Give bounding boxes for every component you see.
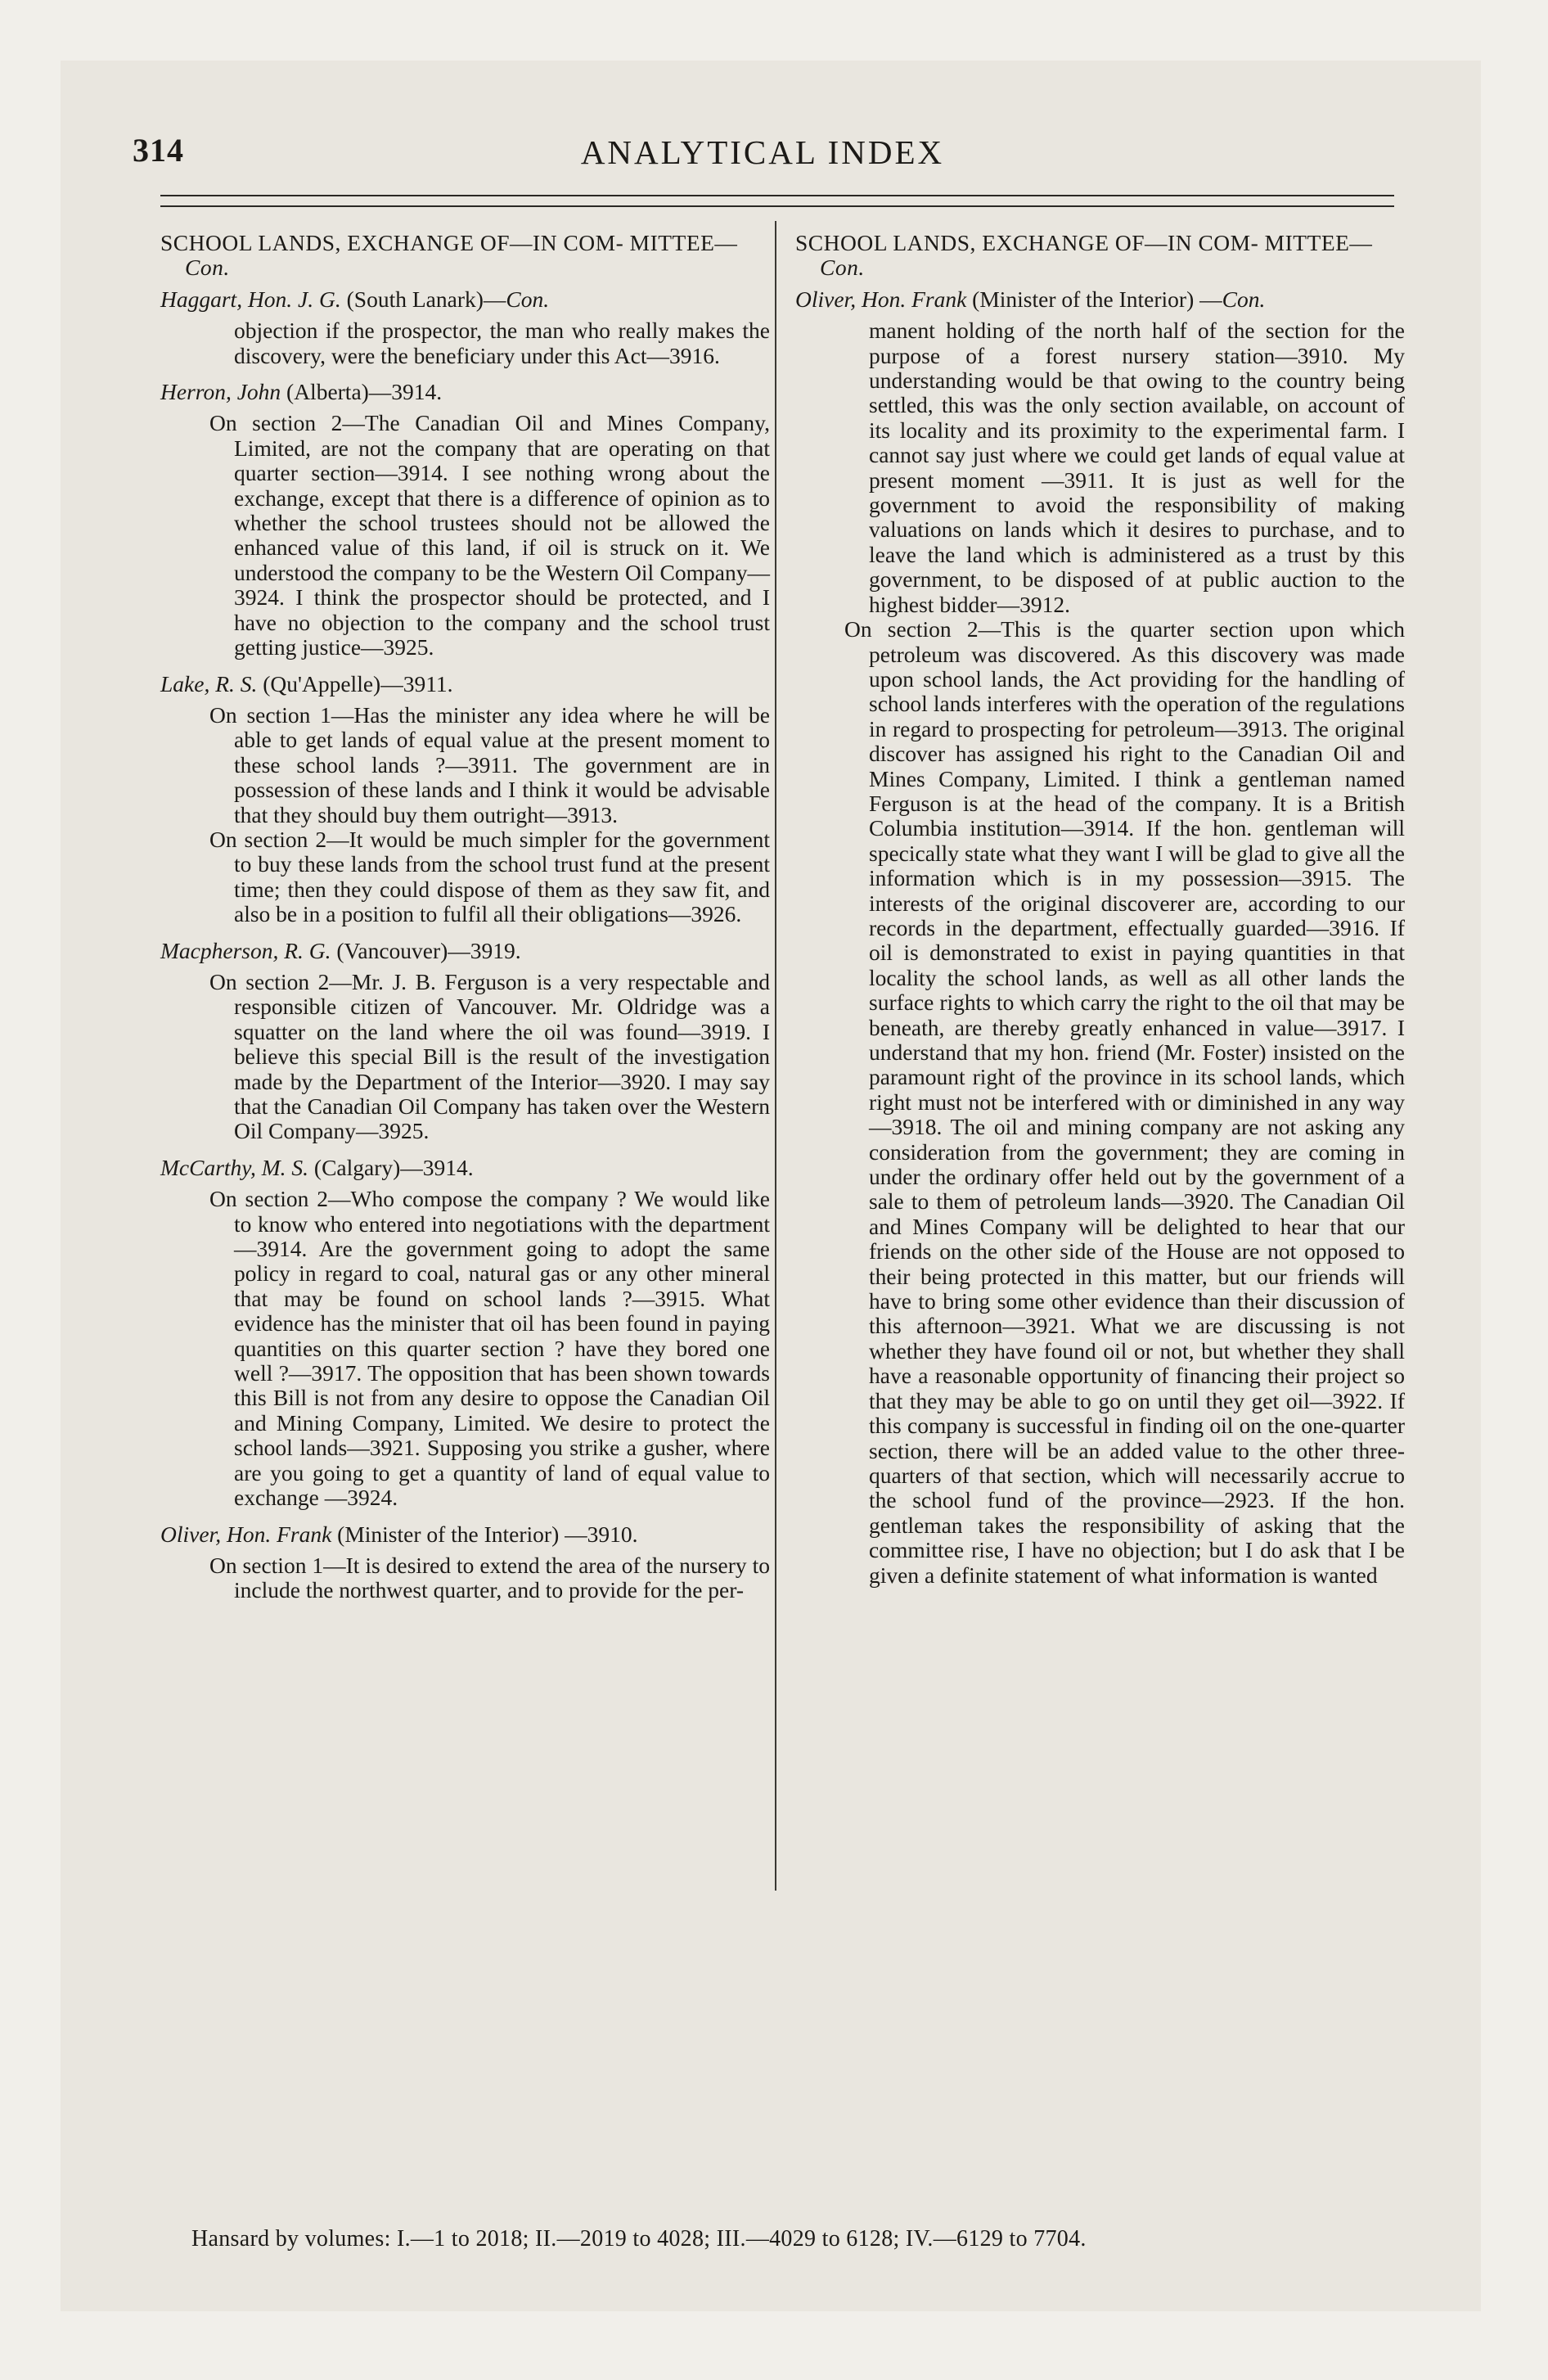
speaker-line <box>160 1156 770 1180</box>
section-heading-text: SCHOOL LANDS, EXCHANGE OF—IN COM- MITTEE— <box>160 230 738 255</box>
speaker-name: Lake, R. S. <box>160 670 258 696</box>
remark-paragraph: On section 1—Has the minister any idea where he will be able to get lands of equal value at the present moment to these school lands ?—3911. The government are in possession of these lands and I think it would be advisable that they should buy them outright—3913. <box>209 701 770 827</box>
left-column <box>160 231 770 1603</box>
index-entry <box>160 939 770 1144</box>
header-rule-bottom <box>160 205 1394 207</box>
page-title: ANALYTICAL INDEX <box>580 133 945 171</box>
index-entry <box>160 287 770 368</box>
index-entry <box>795 287 1405 1588</box>
speaker-con: Con. <box>506 286 550 312</box>
index-entry <box>160 1156 770 1511</box>
remark-paragraph: On section 2—Who compose the company ? We would like to know who entered into negotiations with the department—3914. Are the government going to adopt the same policy in regard to coal, natural gas or any other mineral that may be found on school lands ?—3915. What evidence has the minister that oil has been found in paying quantities on this quarter section ? have they bored one well ?—3917. The opposition that has been shown towards this Bill is not from any desire to oppose the Canadian Oil and Mining Company, Limited. We desire to protect the school lands—3921. Supposing you strike a gusher, where are you going to get a quantity of land of equal value to exchange —3924. <box>209 1186 770 1511</box>
speaker-name: Oliver, Hon. Frank <box>795 286 967 312</box>
speaker-riding: (Minister of the Interior) —3910. <box>331 1521 638 1547</box>
speaker-line <box>160 380 770 404</box>
index-entry <box>160 672 770 927</box>
speaker-line <box>160 1522 770 1547</box>
remark-paragraph: On section 2—Mr. J. B. Ferguson is a very respectable and responsible citizen of Vancouver. Mr. Oldridge was a squatter on the land where the oil was found—3919. I believe this special Bill is the result of the investigation made by the Department of the Interior—3920. I may say that the Canadian Oil Company has taken over the Western Oil Company—3925. <box>209 968 770 1144</box>
speaker-name: McCarthy, M. S. <box>160 1154 309 1180</box>
column-divider <box>775 221 776 1891</box>
speaker-line <box>795 287 1405 312</box>
section-heading-text: SCHOOL LANDS, EXCHANGE OF—IN COM- MITTEE— <box>795 230 1373 255</box>
speaker-riding: (South Lanark)— <box>340 286 506 312</box>
speaker-riding: (Minister of the Interior) — <box>966 286 1222 312</box>
speaker-line <box>160 672 770 696</box>
section-heading-con: Con. <box>820 255 865 281</box>
remark-paragraph: objection if the prospector, the man who really makes the discovery, were the beneficiary under this Act—3916. <box>234 318 770 368</box>
speaker-line <box>160 939 770 963</box>
section-heading <box>795 231 1405 281</box>
remark-paragraph: On section 1—It is desired to extend the area of the nursery to include the northwest quarter, and to provide for the per- <box>209 1552 770 1603</box>
remark-paragraph: On section 2—This is the quarter section upon which petroleum was discovered. As this discovery was made upon school lands, the Act providing for the handling of school lands interferes with the operation of the regulations in regard to prospecting for petroleum—3913. The original discover has assigned his right to the Canadian Oil and Mines Company, Limited. I think a gentleman named Ferguson is at the head of the company. It is a British Columbia institution—3914. If the hon. gentleman will specically state what they want I will be glad to give all the information which is in my possession—3915. The interests of the original discoverer are, according to our records in the department, effectually guarded—3916. If oil is demonstrated to exist in paying quantities in that locality the school lands, as well as all other lands the surface rights to which carry the right to the oil that may be beneath, are thereby greatly enhanced in value—3917. I understand that my hon. friend (Mr. Foster) insisted on the paramount right of the province in its school lands, which right must not be interfered with or diminished in any way—3918. The oil and mining company are not asking any consideration from the government; they are coming in under the ordinary offer held out by the government of a sale to them of petroleum lands—3920. The Canadian Oil and Mines Company will be delighted to hear that our friends on the other side of the House are not opposed to their being protected in this matter, but our friends will have to bring some other evidence than their discussion of this afternoon—3921. What we are discussing is not whether they have found oil or not, but whether they shall have a reasonable opportunity of financing their project so that they may be able to go on until they get oil—3922. If this company is successful in finding oil on the one-quarter section, there will be an added value to the other three-quarters of that section, which will necessarily accrue to the school fund of the province—2923. If the hon. gentleman takes the responsibility of asking that the committee rise, I have no objection; but I do ask that I be given a definite statement of what information is wanted <box>844 616 1405 1588</box>
remark-paragraph: On section 2—The Canadian Oil and Mines Company, Limited, are not the company that are operating on that quarter section—3914. I see nothing wrong about the exchange, except that there is a difference of opinion as to whether the school trustees should not be allowed the enhanced value of this land, if oil is struck on it. We understood the company to be the Western Oil Company—3924. I think the prospector should be protected, and I have no objection to the company and the school trust getting justice—3925. <box>209 410 770 660</box>
volume-footer: Hansard by volumes: I.—1 to 2018; II.—2019 to 4028; III.—4029 to 6128; IV.—6129 to 7704. <box>191 2226 1087 2252</box>
right-column <box>795 231 1405 1588</box>
speaker-name: Oliver, Hon. Frank <box>160 1521 332 1547</box>
remark-paragraph: On section 2—It would be much simpler for the government to buy these lands from the school trust fund at the present time; then they could dispose of them as they saw fit, and also be in a position to fulfil all their obligations—3926. <box>209 826 770 927</box>
index-entry <box>160 1522 770 1603</box>
section-heading-con: Con. <box>185 255 230 281</box>
page-number: 314 <box>133 132 184 169</box>
remark-paragraph: manent holding of the north half of the section for the purpose of a forest nursery station—3910. My understanding would be that owing to the country being settled, this was the only section available, on account of its locality and its proximity to the experimental farm. I cannot say just where we could get lands of equal value at present moment —3911. It is just as well for the government to avoid the responsibility of making valuations on lands which it desires to purchase, and to leave the land which is administered as a trust by this government, to be disposed of at public auction to the highest bidder—3912. <box>869 318 1405 617</box>
speaker-riding: (Alberta)—3914. <box>281 379 443 405</box>
speaker-riding: (Vancouver)—3919. <box>331 937 521 963</box>
speaker-name: Herron, John <box>160 379 281 405</box>
page-header <box>133 131 1393 180</box>
speaker-riding: (Calgary)—3914. <box>308 1154 474 1180</box>
speaker-riding: (Qu'Appelle)—3911. <box>257 670 453 696</box>
speaker-name: Macpherson, R. G. <box>160 937 331 963</box>
section-heading <box>160 231 770 281</box>
speaker-line <box>160 287 770 312</box>
speaker-name: Haggart, Hon. J. G. <box>160 286 341 312</box>
header-rule-top <box>160 195 1394 196</box>
index-entry <box>160 380 770 660</box>
speaker-con: Con. <box>1222 286 1266 312</box>
